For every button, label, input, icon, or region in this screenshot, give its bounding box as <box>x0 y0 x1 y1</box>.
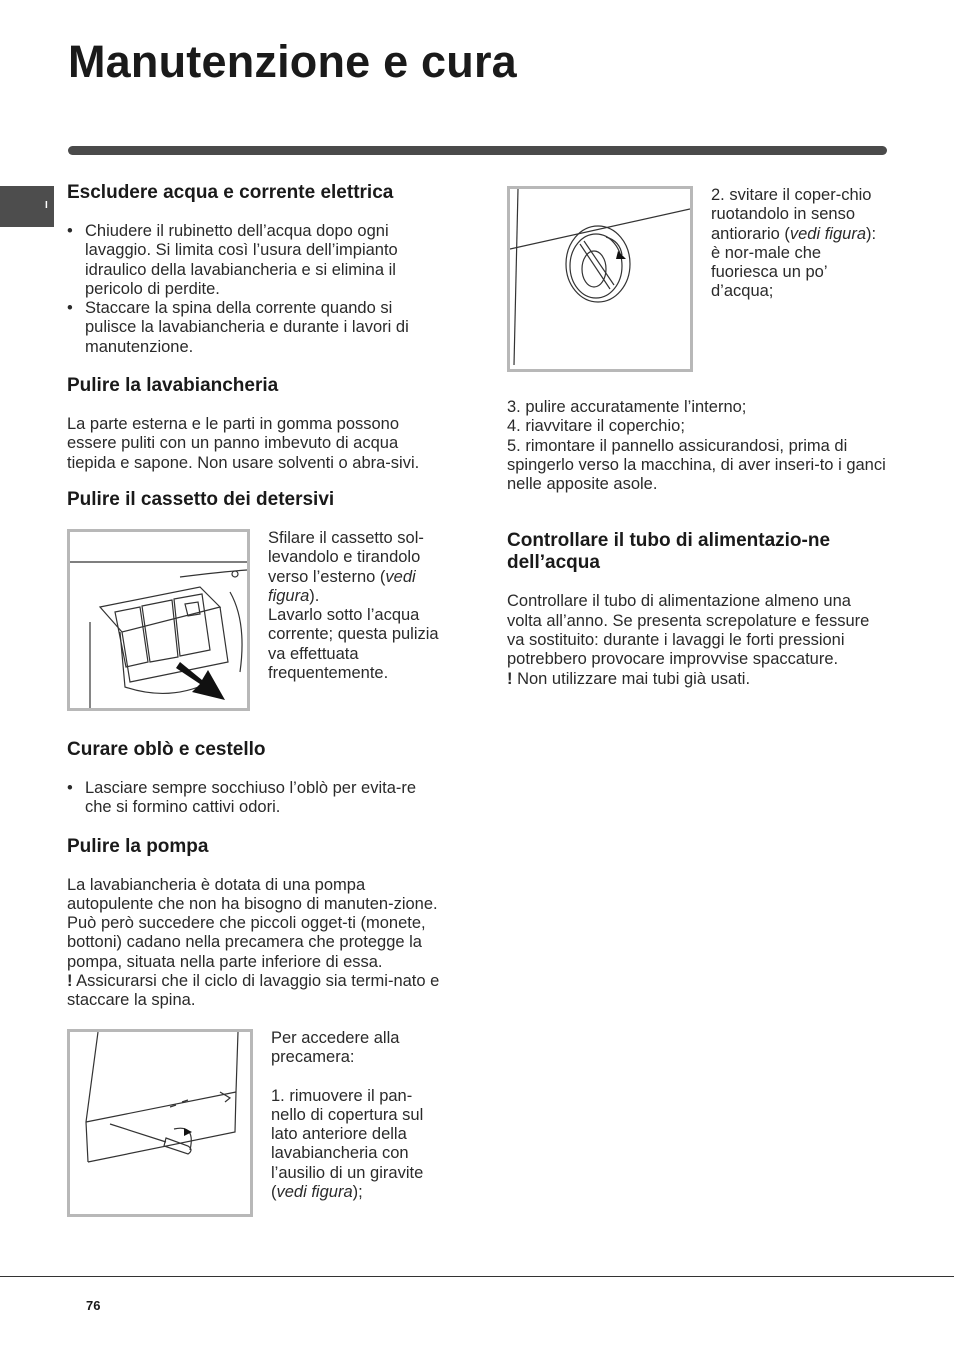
drawer-figure-row <box>67 529 447 711</box>
list-item: • Chiudere il rubinetto dell’acqua dopo ogni lavaggio. Si limita così l’usura dell’impianto idraulico della lavabiancheria e si elimina il pericolo di perdite. <box>67 222 447 299</box>
drawer-instructions <box>268 529 447 683</box>
pump-warning <box>67 972 447 1011</box>
detergent-drawer-icon <box>70 532 247 708</box>
clean-machine-text: La parte esterna e le parti in gomma possono essere puliti con un panno imbevuto di acqua tiepida e sapone. Non usare solventi o abra-sivi. <box>67 415 420 472</box>
pump-cover-illustration <box>507 186 693 372</box>
list-item: 4. riavvitare il coperchio; <box>507 417 685 436</box>
heading-clean-drawer: Pulire il cassetto dei detersivi <box>67 488 335 510</box>
pump-text: La lavabiancheria è dotata di una pompa autopulente che non ha bisogno di manuten-zione. Può però succedere che piccoli ogget-ti (monete, bottoni) cadano nella precamera che protegge la pompa, situata nella parte inferiore di essa. <box>67 875 438 971</box>
pump-figure-row <box>67 1029 447 1217</box>
pump-steps-list <box>507 398 887 494</box>
pump-cover-icon <box>510 189 690 369</box>
see-figure-ref: vedi figura <box>789 224 867 243</box>
screwdriver-panel-icon <box>70 1032 250 1214</box>
page-title: Manutenzione e cura <box>68 36 517 87</box>
list-item: 5. rimontare il pannello assicurandosi, prima di spingerlo verso la macchina, di aver inseri-to i ganci nelle apposite asole. <box>507 436 886 494</box>
heading-disconnect: Escludere acqua e corrente elettrica <box>67 182 394 203</box>
heading-door-drum: Curare oblò e cestello <box>67 738 266 760</box>
right-column <box>507 182 887 689</box>
drawer-text-part: Lavarlo sotto l’acqua corrente; questa pulizia va effettuata frequentemente. <box>268 606 439 683</box>
pump-text-part: 1. rimuovere il pan-nello di copertura sul lato anteriore della lavabiancheria con l’ausilio di un giravite ( <box>271 1086 424 1202</box>
see-figure-ref: vedi figura <box>276 1183 353 1202</box>
pump-cover-text-part: 2. svitare il coper-chio ruotandolo in senso antiorario ( <box>711 186 872 243</box>
drawer-text-part: ). <box>309 586 320 605</box>
pump-cover-instructions <box>711 186 887 302</box>
pump-text-part: Per accedere alla precamera: <box>271 1028 400 1066</box>
title-rule <box>68 146 887 155</box>
heading-clean-pump: Pulire la pompa <box>67 835 209 857</box>
pump-cover-text-part: ): è nor-male che fuoriesca un po’ d’acqua; <box>711 224 877 301</box>
pump-cover-figure-row <box>507 186 887 372</box>
list-item: • Staccare la spina della corrente quando si pulisce la lavabiancheria e durante i lavori di manutenzione. <box>67 299 447 357</box>
pump-text-part: ); <box>352 1183 363 1202</box>
heading-water-hose: Controllare il tubo di alimentazio-ne dell’acqua <box>507 530 831 574</box>
language-tab <box>0 186 54 227</box>
language-tab-label: I <box>45 200 48 211</box>
page-number: 76 <box>86 1298 101 1313</box>
heading-clean-machine: Pulire la lavabiancheria <box>67 375 279 397</box>
footer-rule <box>0 1276 954 1277</box>
list-item: 3. pulire accuratamente l’interno; <box>507 398 747 416</box>
see-figure-ref: vedi figura <box>268 567 416 605</box>
drawer-text-part: Sfilare il cassetto sol-levandolo e tirandolo verso l’esterno ( <box>268 528 424 586</box>
panel-removal-illustration <box>67 1029 253 1217</box>
left-column <box>67 182 447 1217</box>
warning-icon: ! <box>67 972 73 991</box>
water-hose-warning-text: Non utilizzare mai tubi già usati. <box>512 669 751 688</box>
list-item: • Lasciare sempre socchiuso l’oblò per evita-re che si formino cattivi odori. <box>67 779 447 818</box>
disconnect-list <box>67 222 447 357</box>
water-hose-warning <box>507 670 887 689</box>
door-drum-list <box>67 779 447 818</box>
water-hose-text: Controllare il tubo di alimentazione almeno una volta all’anno. Se presenta screpolature e fessure va sostituito: durante i lavaggi le forti pressioni potrebbero provocare improvvise spaccature. <box>507 592 870 669</box>
pump-instructions <box>271 1029 447 1203</box>
drawer-illustration <box>67 529 250 711</box>
pump-warning-text: Assicurarsi che il ciclo di lavaggio sia termi-nato e staccare la spina. <box>67 972 440 1010</box>
warning-icon: ! <box>507 669 513 688</box>
